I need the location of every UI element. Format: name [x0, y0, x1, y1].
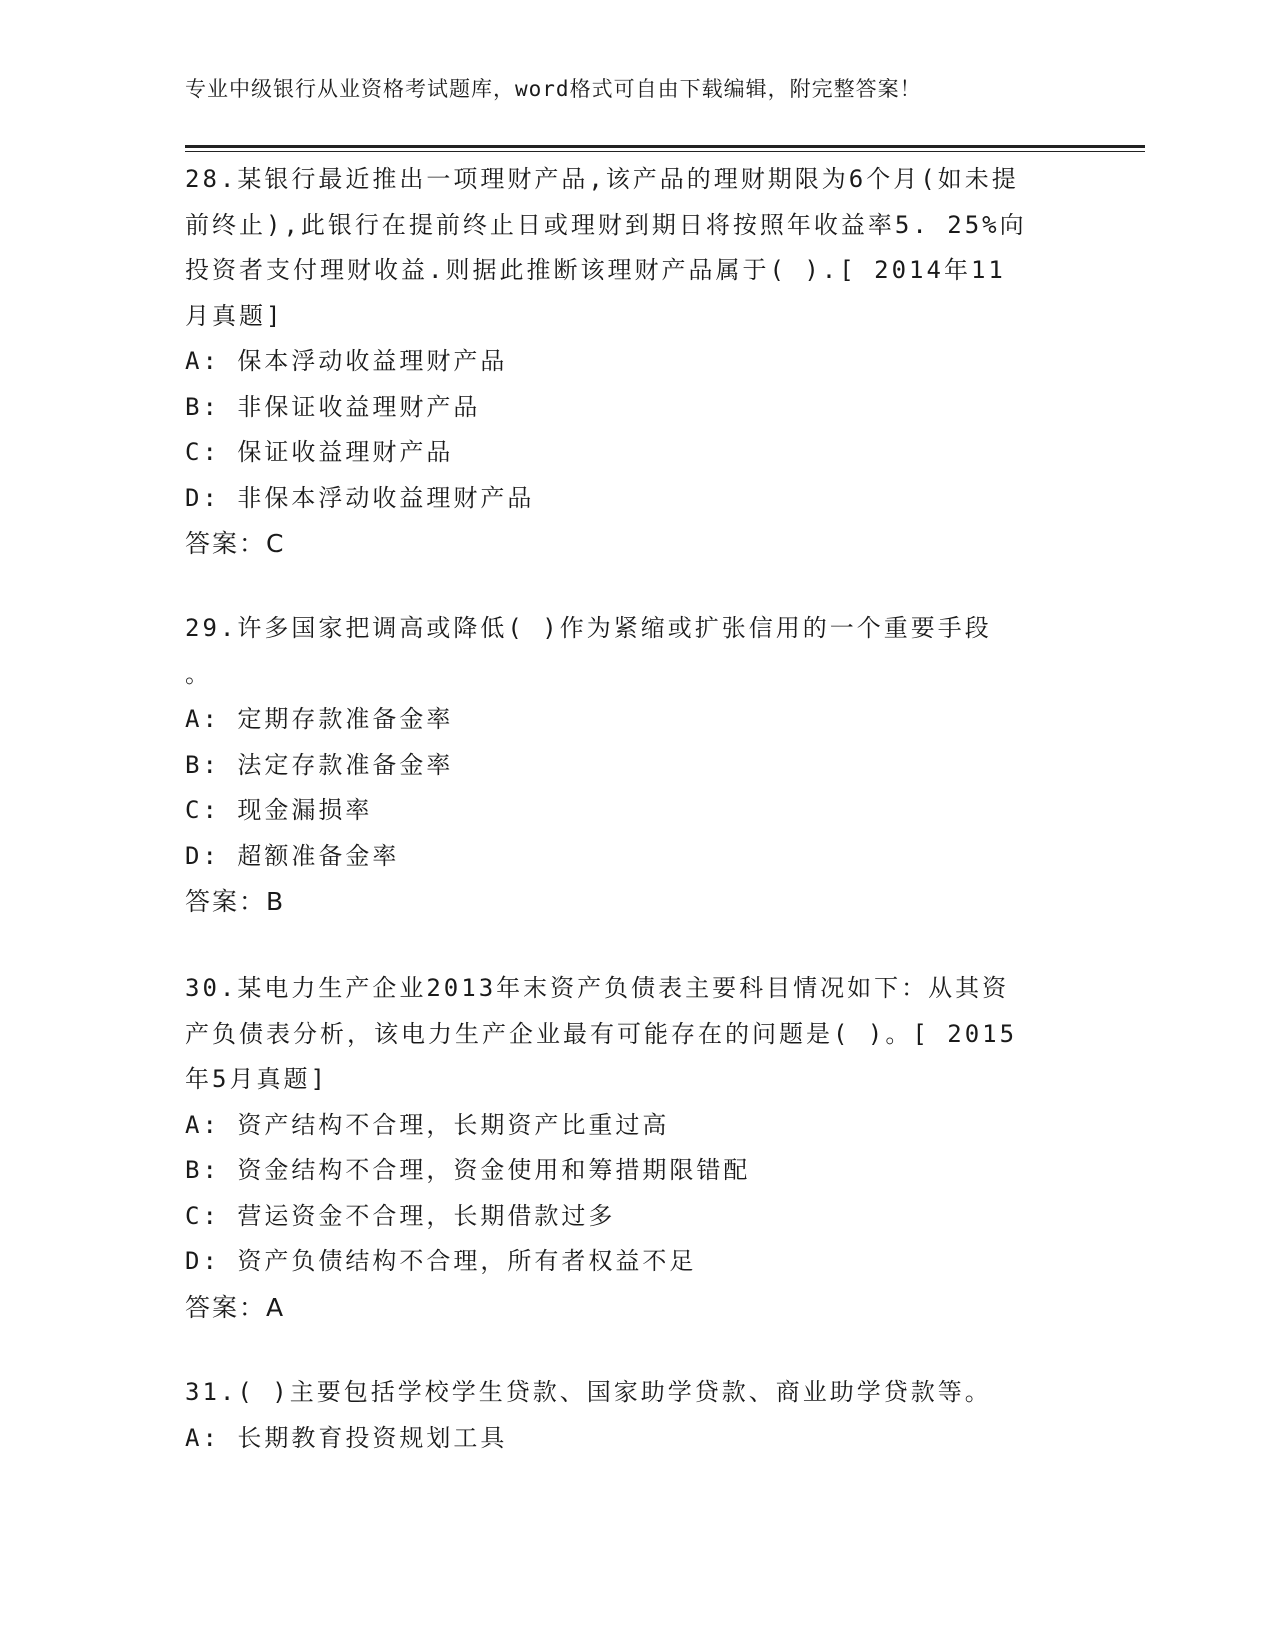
question-stem [185, 157, 1085, 339]
question-stem-line: 前终止),此银行在提前终止日或理财到期日将按照年收益率5. 25%向 [185, 210, 1027, 239]
page-header: 专业中级银行从业资格考试题库，word格式可自由下载编辑，附完整答案！ [185, 77, 922, 101]
question-stem-line: 产负债表分析，该电力生产企业最有可能存在的问题是( )。[ 2015 [185, 1019, 1018, 1048]
question-stem [185, 1370, 1085, 1416]
question-30 [185, 966, 1085, 1330]
answer: 答案：C [185, 529, 286, 558]
option-d: D: 非保本浮动收益理财产品 [185, 483, 535, 512]
question-stem-line: 31.( )主要包括学校学生贷款、国家助学贷款、商业助学贷款等。 [185, 1378, 992, 1406]
option-a: A: 保本浮动收益理财产品 [185, 347, 508, 375]
option-b: B: 法定存款准备金率 [185, 750, 454, 779]
question-stem [185, 606, 1085, 697]
question-stem [185, 966, 1085, 1103]
option-b: B: 资金结构不合理，资金使用和筹措期限错配 [185, 1156, 751, 1184]
question-stem-line: 28.某银行最近推出一项理财产品,该产品的理财期限为6个月(如未提 [185, 165, 1019, 193]
header-rule-thick [185, 145, 1145, 148]
question-31 [185, 1370, 1085, 1461]
question-stem-line: 30.某电力生产企业2013年末资产负债表主要科目情况如下：从其资 [185, 974, 1010, 1002]
option-d: D: 资产负债结构不合理，所有者权益不足 [185, 1247, 697, 1275]
answer: 答案：A [185, 1292, 286, 1322]
option-c: C: 营运资金不合理，长期借款过多 [185, 1201, 616, 1230]
question-29 [185, 606, 1085, 925]
header-rule-thin [185, 151, 1145, 152]
option-c: C: 现金漏损率 [185, 796, 373, 824]
option-d: D: 超额准备金率 [185, 841, 400, 870]
option-b: B: 非保证收益理财产品 [185, 392, 481, 421]
option-a: A: 定期存款准备金率 [185, 705, 454, 733]
question-stem-line: 月真题] [185, 301, 284, 330]
question-stem-line: 。 [185, 659, 212, 688]
option-a: A: 长期教育投资规划工具 [185, 1423, 508, 1452]
question-stem-line: 年5月真题] [185, 1065, 328, 1093]
question-28 [185, 157, 1085, 567]
question-stem-line: 29.许多国家把调高或降低( )作为紧缩或扩张信用的一个重要手段 [185, 614, 992, 642]
option-a: A: 资产结构不合理，长期资产比重过高 [185, 1110, 670, 1139]
answer: 答案：B [185, 887, 286, 916]
option-c: C: 保证收益理财产品 [185, 438, 454, 466]
question-stem-line: 投资者支付理财收益.则据此推断该理财产品属于( ).[ 2014年11 [185, 256, 1006, 284]
